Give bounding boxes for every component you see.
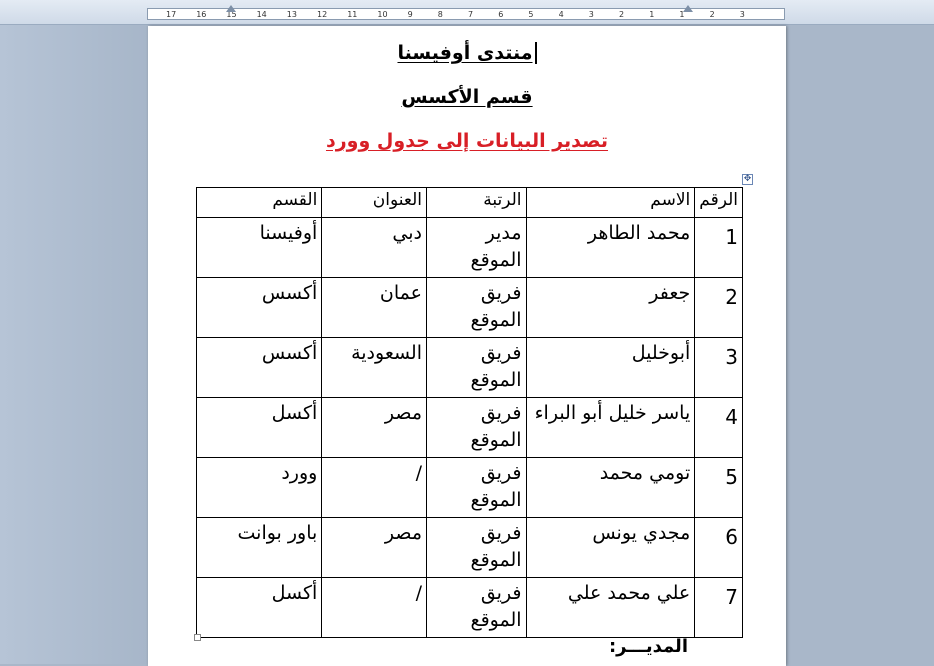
ruler-number: 12 xyxy=(317,10,328,19)
ruler-number: 9 xyxy=(407,10,413,19)
ruler-number: 5 xyxy=(528,10,534,19)
forum-title xyxy=(148,42,786,64)
cell-num: 6 xyxy=(695,518,743,578)
table-body xyxy=(197,218,743,638)
cell-rank: فريق الموقع xyxy=(427,578,527,638)
section-title: قسم الأكسس xyxy=(401,86,533,108)
table-row xyxy=(197,518,743,578)
cell-address: / xyxy=(322,458,427,518)
cell-address: مصر xyxy=(322,518,427,578)
table-row xyxy=(197,458,743,518)
table-row xyxy=(197,398,743,458)
cell-address: السعودية xyxy=(322,338,427,398)
cell-num: 5 xyxy=(695,458,743,518)
right-indent-marker[interactable] xyxy=(226,5,236,12)
ruler-number: 8 xyxy=(437,10,443,19)
cell-name: مجدي يونس xyxy=(526,518,695,578)
ruler-number: 16 xyxy=(196,10,207,19)
cell-num: 2 xyxy=(695,278,743,338)
cell-rank: فريق الموقع xyxy=(427,278,527,338)
members-table xyxy=(196,187,743,638)
cell-rank: مدير الموقع xyxy=(427,218,527,278)
header-rank: الرتبة xyxy=(427,188,527,218)
ruler-number: 11 xyxy=(347,10,358,19)
cell-address: عمان xyxy=(322,278,427,338)
cell-rank: فريق الموقع xyxy=(427,518,527,578)
cell-rank: فريق الموقع xyxy=(427,398,527,458)
cell-rank: فريق الموقع xyxy=(427,338,527,398)
cell-name: علي محمد علي xyxy=(526,578,695,638)
ruler-number: 4 xyxy=(558,10,564,19)
cell-name: جعفر xyxy=(526,278,695,338)
cell-name: تومي محمد xyxy=(526,458,695,518)
horizontal-ruler[interactable] xyxy=(0,0,934,25)
subject-title: تصدير البيانات إلى جدول وورد xyxy=(325,130,609,152)
ruler-number: 14 xyxy=(256,10,267,19)
cell-dept: أكسل xyxy=(197,578,322,638)
cell-dept: أوفيسنا xyxy=(197,218,322,278)
cell-address: / xyxy=(322,578,427,638)
cell-num: 3 xyxy=(695,338,743,398)
cell-num: 1 xyxy=(695,218,743,278)
table-row xyxy=(197,218,743,278)
ruler-number: 2 xyxy=(619,10,625,19)
header-num: الرقم xyxy=(695,188,743,218)
header-address: العنوان xyxy=(322,188,427,218)
manager-label: المديـــر: xyxy=(608,636,688,657)
ruler-number: 15 xyxy=(226,10,237,19)
cell-dept: أكسس xyxy=(197,338,322,398)
table-move-handle-icon[interactable]: ✥ xyxy=(743,174,752,184)
left-indent-marker[interactable] xyxy=(683,5,693,12)
document-page[interactable] xyxy=(148,26,786,666)
forum-title-text: منتدى أوفيسنا xyxy=(397,42,536,64)
ruler-number: 17 xyxy=(166,10,177,19)
cell-dept: باور بوانت xyxy=(197,518,322,578)
header-name: الاسم xyxy=(526,188,695,218)
cell-address: دبي xyxy=(322,218,427,278)
cell-rank: فريق الموقع xyxy=(427,458,527,518)
header-dept: القسم xyxy=(197,188,322,218)
cell-dept: أكسس xyxy=(197,278,322,338)
ruler-number: 3 xyxy=(588,10,594,19)
cell-address: مصر xyxy=(322,398,427,458)
table-row xyxy=(197,578,743,638)
table-header-row xyxy=(197,188,743,218)
table-row xyxy=(197,338,743,398)
ruler-number: 13 xyxy=(286,10,297,19)
cell-num: 4 xyxy=(695,398,743,458)
table-row xyxy=(197,278,743,338)
cell-num: 7 xyxy=(695,578,743,638)
ruler-number: 7 xyxy=(468,10,474,19)
ruler-number: 1 xyxy=(679,10,685,19)
cell-name: أبوخليل xyxy=(526,338,695,398)
ruler-number: 2 xyxy=(709,10,715,19)
workspace-background xyxy=(0,25,147,664)
ruler-number: 1 xyxy=(649,10,655,19)
cell-dept: وورد xyxy=(197,458,322,518)
cell-dept: أكسل xyxy=(197,398,322,458)
cell-name: ياسر خليل أبو البراء xyxy=(526,398,695,458)
cell-name: محمد الطاهر xyxy=(526,218,695,278)
ruler-number: 3 xyxy=(739,10,745,19)
ruler-number: 6 xyxy=(498,10,504,19)
ruler-number: 10 xyxy=(377,10,388,19)
